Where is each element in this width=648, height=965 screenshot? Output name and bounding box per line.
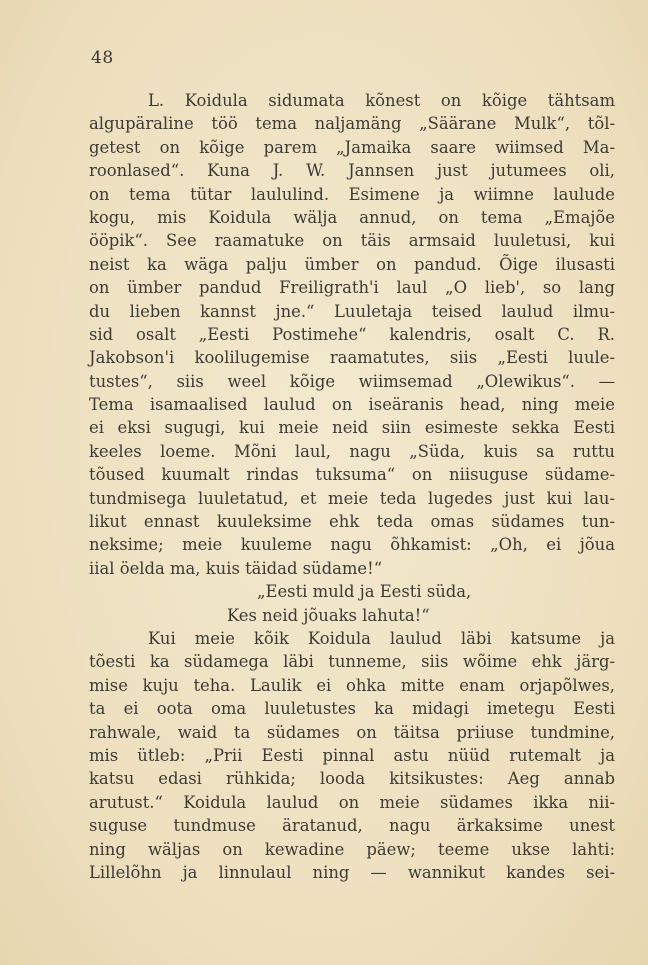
text-line: arutust.“ Koidula laulud on meie südames ikka nii- — [89, 792, 615, 812]
text-line: Tema isamaalised laulud on iseäranis head, ning meie — [89, 395, 615, 415]
text-line: mise kuju teha. Laulik ei ohka mitte enam orjapõlwes, — [89, 675, 615, 695]
text-line: Lillelõhn ja linnulaul ning — wannikut kandes sei- — [89, 862, 615, 882]
text-line: katsu edasi rühkida; looda kitsikustes: Aeg annab — [89, 769, 615, 789]
text-line: ning wäljas on kewadine päew; teeme ukse lahti: — [89, 839, 615, 859]
verse-line: Kes neid jõuaks lahuta!“ — [227, 605, 430, 625]
text-line: ei eksi sugugi, kui meie neid siin esimeste sekka Eesti — [89, 418, 615, 438]
text-line: rahwale, waid ta südames on täitsa priiuse tundmine, — [89, 722, 615, 742]
text-line: L. Koidula sidumata kõnest on kõige tähtsam — [148, 91, 615, 110]
text-line: iial öelda ma, kuis täidad südame!“ — [89, 558, 383, 578]
text-line: Kui meie kõik Koidula laulud läbi katsume ja — [148, 628, 615, 648]
text-line: Jakobson'i koolilugemise raamatutes, siis „Eesti luule- — [89, 348, 615, 368]
text-line: tustes“, siis weel kõige wiimsemad „Olewikus“. — — [89, 371, 615, 391]
text-line: likut ennast kuuleksime ehk teda omas südames tun- — [89, 512, 615, 532]
text-line: roonlased“. Kuna J. W. Jannsen just jutumees oli, — [89, 161, 615, 181]
text-line: neksime; meie kuuleme nagu õhkamist: „Oh, ei jõua — [89, 535, 615, 555]
text-line: kogu, mis Koidula wälja annud, on tema „Emajõe — [89, 207, 615, 227]
text-line: on tema tütar laululind. Esimene ja wiimne laulude — [89, 184, 615, 204]
text-line: suguse tundmuse äratanud, nagu ärkaksime unest — [89, 816, 615, 836]
text-line: algupäraline töö tema naljamäng „Säärane Mulk“, tõl- — [89, 114, 615, 134]
text-line: on ümber pandud Freiligrath'i laul „O lieb', so lang — [89, 278, 615, 298]
text-line: neist ka wäga palju ümber on pandud. Õige ilusasti — [89, 254, 615, 274]
verse-line: „Eesti muld ja Eesti süda, — [257, 582, 472, 602]
text-line: mis ütleb: „Prii Eesti pinnal astu nüüd rutemalt ja — [89, 745, 615, 765]
text-line: tõesti ka südamega läbi tunneme, siis wõime ehk järg- — [89, 652, 615, 672]
text-line: du lieben kannst jne.“ Luuletaja teised laulud ilmu- — [89, 301, 615, 321]
text-line: tundmisega luuletatud, et meie teda lugedes just kui lau- — [89, 488, 615, 508]
text-line: ööpik“. See raamatuke on täis armsaid luuletusi, kui — [89, 231, 615, 251]
text-line: sid osalt „Eesti Postimehe“ kalendris, osalt C. R. — [89, 324, 615, 344]
text-line: tõused kuumalt rindas tuksuma“ on niisuguse südame- — [89, 465, 615, 485]
text-line: ta ei oota oma luuletustes ka midagi imetegu Eesti — [89, 699, 615, 719]
page-number: 48 — [91, 48, 114, 68]
text-line: keeles loeme. Mõni laul, nagu „Süda, kuis sa ruttu — [89, 441, 615, 461]
body-text — [89, 89, 615, 884]
text-line: getest on kõige parem „Jamaika saare wiimsed Ma- — [89, 137, 615, 157]
